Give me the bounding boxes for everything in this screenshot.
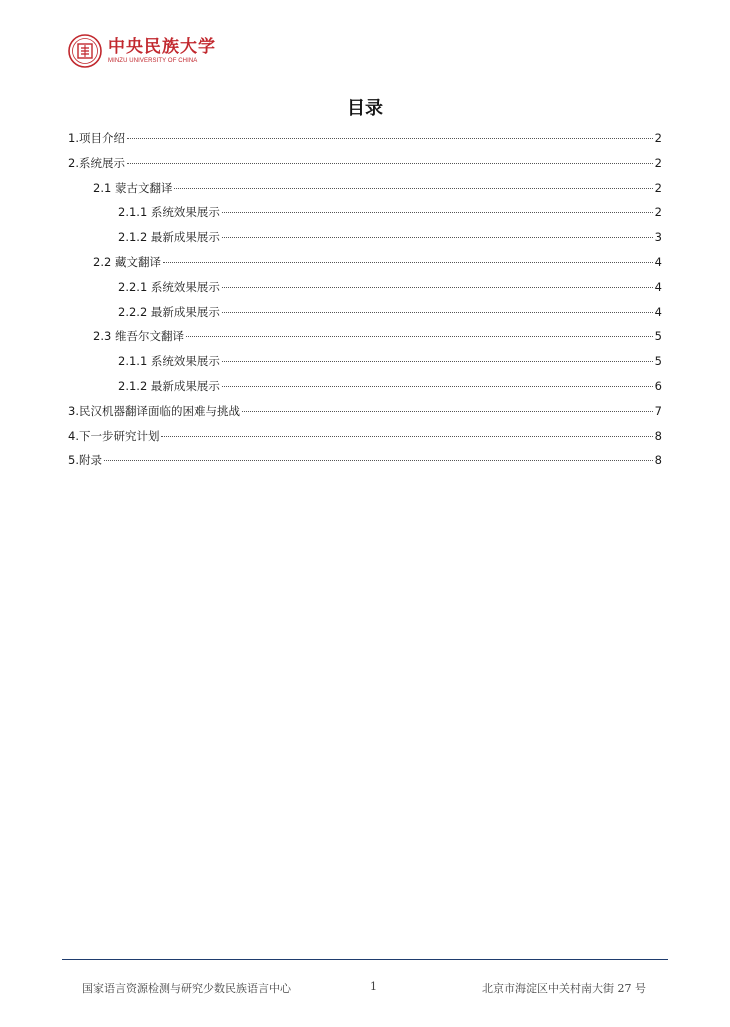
toc-entry-label: 2.2.1 系统效果展示 [118,279,220,294]
toc-entry-page: 6 [654,379,662,393]
toc-entry-label: 2.2 藏文翻译 [93,255,161,269]
toc-entry[interactable] [68,452,662,468]
toc-entry[interactable] [118,353,662,369]
toc-dot-leader [163,262,653,263]
toc-entry[interactable] [118,229,662,245]
toc-entry[interactable] [68,403,662,419]
university-logo [68,34,216,68]
toc-dot-leader [161,436,652,437]
toc-entry[interactable] [118,204,662,220]
toc-entry-page: 2 [654,155,662,170]
toc-dot-leader [104,460,653,461]
toc-entry-page: 2 [654,131,662,145]
toc-entry[interactable] [93,254,662,270]
toc-entry[interactable] [68,130,662,146]
logo-wordmark [108,38,216,65]
toc-entry-label: 2.1.2 最新成果展示 [118,379,220,393]
toc-entry-page: 4 [654,304,662,319]
toc-entry-label: 5.附录 [68,453,102,468]
university-seal-icon [68,34,102,68]
toc-entry-page: 2 [654,205,662,220]
logo-name-en: MINZU UNIVERSITY OF CHINA [108,57,198,64]
toc-dot-leader [127,138,653,139]
toc-entry-page: 5 [654,354,662,369]
toc-dot-leader [127,163,653,164]
toc-entry[interactable] [118,304,662,320]
footer-address: 北京市海淀区中关村南大街 27 号 [482,982,646,995]
toc-entry-page: 8 [654,453,662,468]
toc-entry-label: 2.1 蒙古文翻译 [93,180,173,195]
toc-entry-page: 7 [654,403,662,418]
toc-dot-leader [222,361,653,362]
toc-dot-leader [222,237,653,238]
toc-entry[interactable] [68,428,662,444]
toc-entry-page: 4 [654,279,662,294]
toc-dot-leader [222,312,653,313]
footer-organization: 国家语言资源检测与研究少数民族语言中心 [82,982,291,995]
logo-name-cn: 中央民族大学 [108,36,216,57]
toc-entry-label: 1.项目介绍 [68,131,125,145]
toc-dot-leader [186,336,653,337]
toc-entry[interactable] [93,328,662,344]
toc-entry-page: 2 [654,180,662,195]
toc-entry-label: 2.2.2 最新成果展示 [118,304,220,319]
toc-entry-page: 5 [654,329,662,344]
toc-entry-label: 2.1.1 系统效果展示 [118,354,220,369]
toc-dot-leader [174,188,652,189]
toc-entry-label: 2.3 维吾尔文翻译 [93,329,184,344]
toc-entry-label: 4.下一步研究计划 [68,428,160,443]
page-title: 目录 [347,98,383,119]
toc-dot-leader [222,212,653,213]
toc-entry[interactable] [118,378,662,394]
toc-entry-page: 8 [654,428,662,443]
toc-entry-label: 2.系统展示 [68,155,125,170]
toc-entry[interactable] [93,180,662,196]
footer-divider [62,959,668,960]
toc-dot-leader [222,386,653,387]
toc-entry-label: 2.1.2 最新成果展示 [118,230,220,245]
toc-entry-label: 2.1.1 系统效果展示 [118,205,220,220]
toc-entry[interactable] [68,155,662,171]
toc-entry[interactable] [118,279,662,295]
toc-entry-page: 3 [654,230,662,245]
footer-page-number: 1 [370,980,377,993]
toc-dot-leader [242,411,653,412]
toc-dot-leader [222,287,653,288]
toc-entry-label: 3.民汉机器翻译面临的困难与挑战 [68,403,240,418]
toc-entry-page: 4 [654,255,662,269]
